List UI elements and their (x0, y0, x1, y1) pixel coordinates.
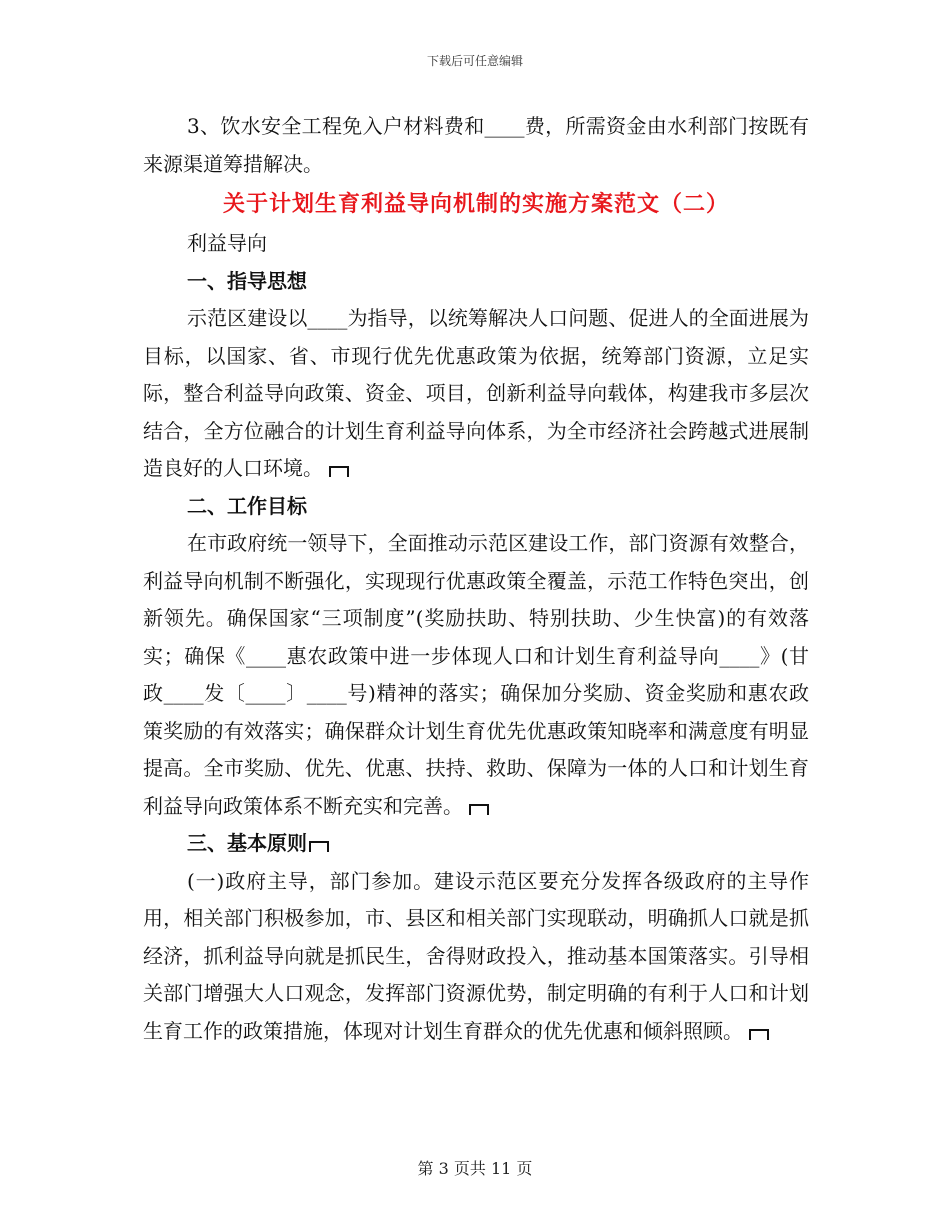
section-heading-1: 一、指导思想 (187, 268, 307, 293)
paragraph-mark-icon (309, 841, 329, 852)
paragraph-text-2: 在市政府统一领导下，全面推动示范区建设工作，部门资源有效整合，利益导向机制不断强化，实现现行优惠政策全覆盖，示范工作特色突出，创新领先。确保国家“三项制度”(奖励扶助、特别扶助、少生快富)的有效落实；确保《____惠农政策中进一步体现人口和计划生育利益导向____》(甘政____发〔____〕____号)精神的落实；确保加分奖励、资金奖励和惠农政策奖励的有效落实；确保群众计划生育优先优惠政策知晓率和满意度有明显提高。全市奖励、优先、优惠、扶持、救助、保障为一体的人口和计划生育利益导向政策体系不断充实和完善。 (143, 531, 809, 818)
heading-text-3: 三、基本原则 (187, 831, 307, 855)
document-body (143, 108, 809, 1050)
page-header: 下载后可任意编辑 (426, 54, 523, 68)
intro-text: 3、饮水安全工程免入户材料费和____费，所需资金由水利部门按既有来源渠道筹措解决。 (143, 114, 809, 176)
section-paragraph-3 (143, 863, 809, 1051)
document-title: 关于计划生育利益导向机制的实施方案范文（二） (222, 191, 729, 217)
section-paragraph-2 (143, 525, 809, 825)
page-footer: 第 3 页共 11 页 (417, 1159, 533, 1178)
paragraph-mark-icon (469, 804, 489, 815)
intro-paragraph (143, 108, 809, 183)
section-paragraph-1 (143, 300, 809, 488)
paragraph-mark-icon (749, 1029, 769, 1040)
subtitle: 利益导向 (187, 231, 267, 255)
paragraph-mark-icon (329, 466, 349, 477)
paragraph-text-3: (一)政府主导，部门参加。建设示范区要充分发挥各级政府的主导作用，相关部门积极参加，市、县区和相关部门实现联动，明确抓人口就是抓经济，抓利益导向就是抓民生，舍得财政投入，推动基本国策落实。引导相关部门增强大人口观念，发挥部门资源优势，制定明确的有利于人口和计划生育工作的政策措施，体现对计划生育群众的优先优惠和倾斜照顾。 (143, 868, 809, 1043)
section-heading-2: 二、工作目标 (187, 493, 307, 518)
section-heading-3 (143, 825, 809, 863)
paragraph-text-1: 示范区建设以____为指导，以统筹解决人口问题、促进人的全面进展为目标，以国家、省、市现行优先优惠政策为依据，统筹部门资源，立足实际，整合利益导向政策、资金、项目，创新利益导向载体，构建我市多层次结合，全方位融合的计划生育利益导向体系，为全市经济社会跨越式进展制造良好的人口环境。 (143, 306, 809, 480)
